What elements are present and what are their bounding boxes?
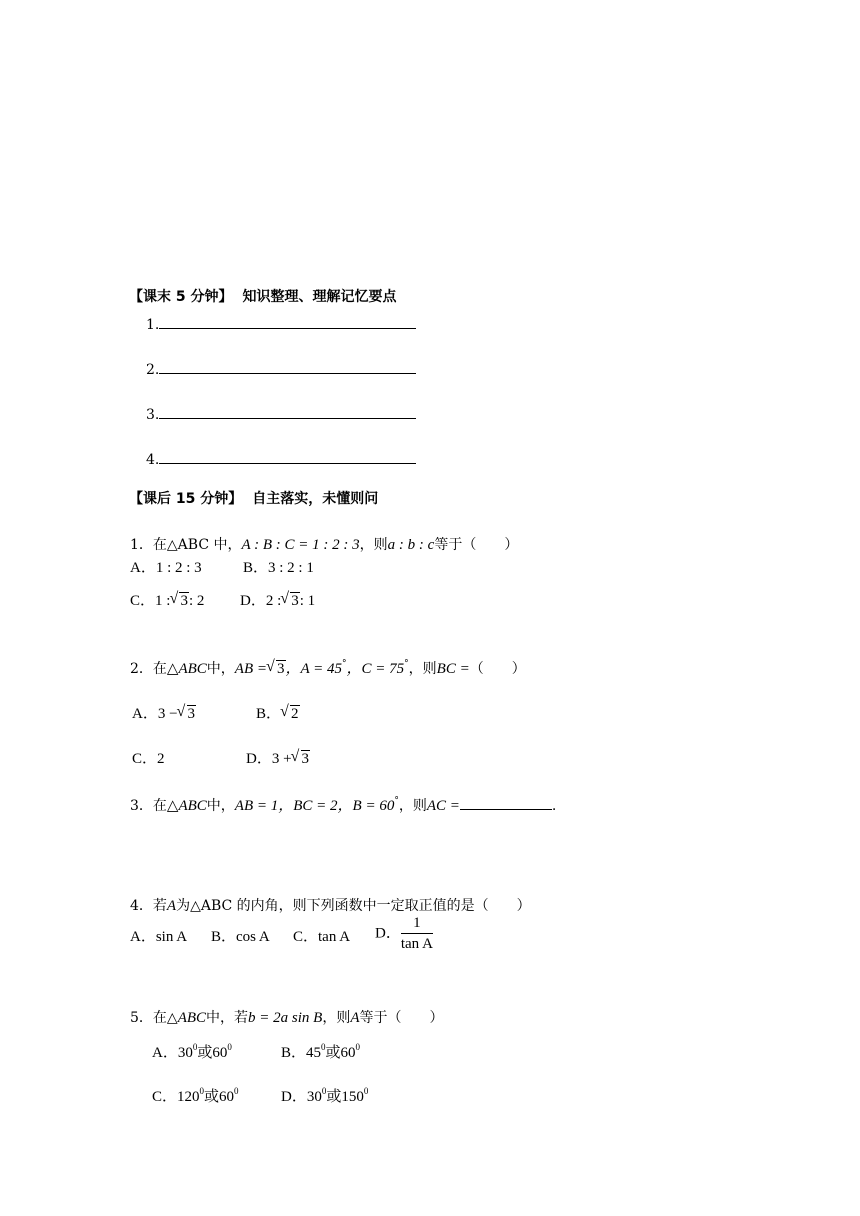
question-1-option-b[interactable]: B．3 : 2 : 1: [243, 560, 314, 576]
note-line-3[interactable]: [146, 406, 416, 422]
question-1-option-d[interactable]: D．2 :√ 3: 1: [240, 594, 315, 609]
section-subtitle: 自主落实，未懂则问: [252, 491, 379, 507]
question-1-stem: 1．在△ABC 中，A : B : C = 1 : 2 : 3，则a : b : c等于（ ）: [130, 537, 519, 553]
section-heading-homework: [129, 492, 378, 506]
question-4-option-c[interactable]: C．tan A: [293, 929, 351, 945]
question-5-stem: 5．在△ABC中，若b = 2a sin B，则A等于（ ）: [130, 1010, 444, 1026]
question-4-option-d[interactable]: D． $\frac{1}{\text{tan A}}$: [375, 915, 433, 952]
question-5-option-c[interactable]: C．$120^0$或$60^0$: [152, 1086, 239, 1105]
question-4-option-b[interactable]: B．cos A: [211, 929, 270, 945]
note-line-number: 3.: [146, 407, 160, 423]
note-line-1[interactable]: [146, 316, 416, 332]
section-heading-label: 【课末 5 分钟】: [129, 289, 233, 305]
question-2-option-a[interactable]: A．3 −√ 3: [132, 707, 196, 722]
question-5-option-b[interactable]: B．$45^0$或$60^0$: [281, 1042, 361, 1061]
section-subtitle: 知识整理、理解记忆要点: [242, 289, 397, 305]
question-4-option-a[interactable]: A．sin A: [130, 929, 188, 945]
question-1-option-a[interactable]: A．1 : 2 : 3: [130, 560, 202, 576]
question-2-stem: 2．在△ABC中，AB =√ 3，A = 45°，C = 75°，则BC =（ ）: [130, 662, 526, 677]
question-4-stem: 4．若A为△ABC 的内角，则下列函数中一定取正值的是（ ）: [130, 898, 531, 914]
note-line-number: 4.: [146, 452, 160, 468]
section-heading-label: 【课后 15 分钟】: [129, 491, 243, 507]
note-blank[interactable]: [159, 316, 416, 329]
note-blank[interactable]: [159, 406, 416, 419]
note-blank[interactable]: [159, 361, 416, 374]
question-3-stem: 3．在△ABC中，AB = 1，BC = 2，B = 60°，则AC = .: [130, 796, 557, 814]
note-line-4[interactable]: [146, 451, 416, 467]
note-line-number: 1.: [146, 317, 160, 333]
question-2-option-d[interactable]: D．3 +√ 3: [246, 752, 310, 767]
question-2-option-c[interactable]: C．2: [132, 751, 165, 767]
note-line-number: 2.: [146, 362, 160, 378]
question-2-option-b[interactable]: B．√ 2: [256, 707, 300, 722]
question-1-option-c[interactable]: C．1 :√ 3: 2: [130, 594, 204, 609]
answer-blank[interactable]: [460, 797, 552, 810]
question-5-option-a[interactable]: A．$30^0$或$60^0$: [152, 1042, 232, 1061]
note-blank[interactable]: [159, 451, 416, 464]
question-5-option-d[interactable]: D．$30^0$或$150^0$: [281, 1086, 369, 1105]
section-heading-review: [129, 290, 397, 304]
note-line-2[interactable]: [146, 361, 416, 377]
